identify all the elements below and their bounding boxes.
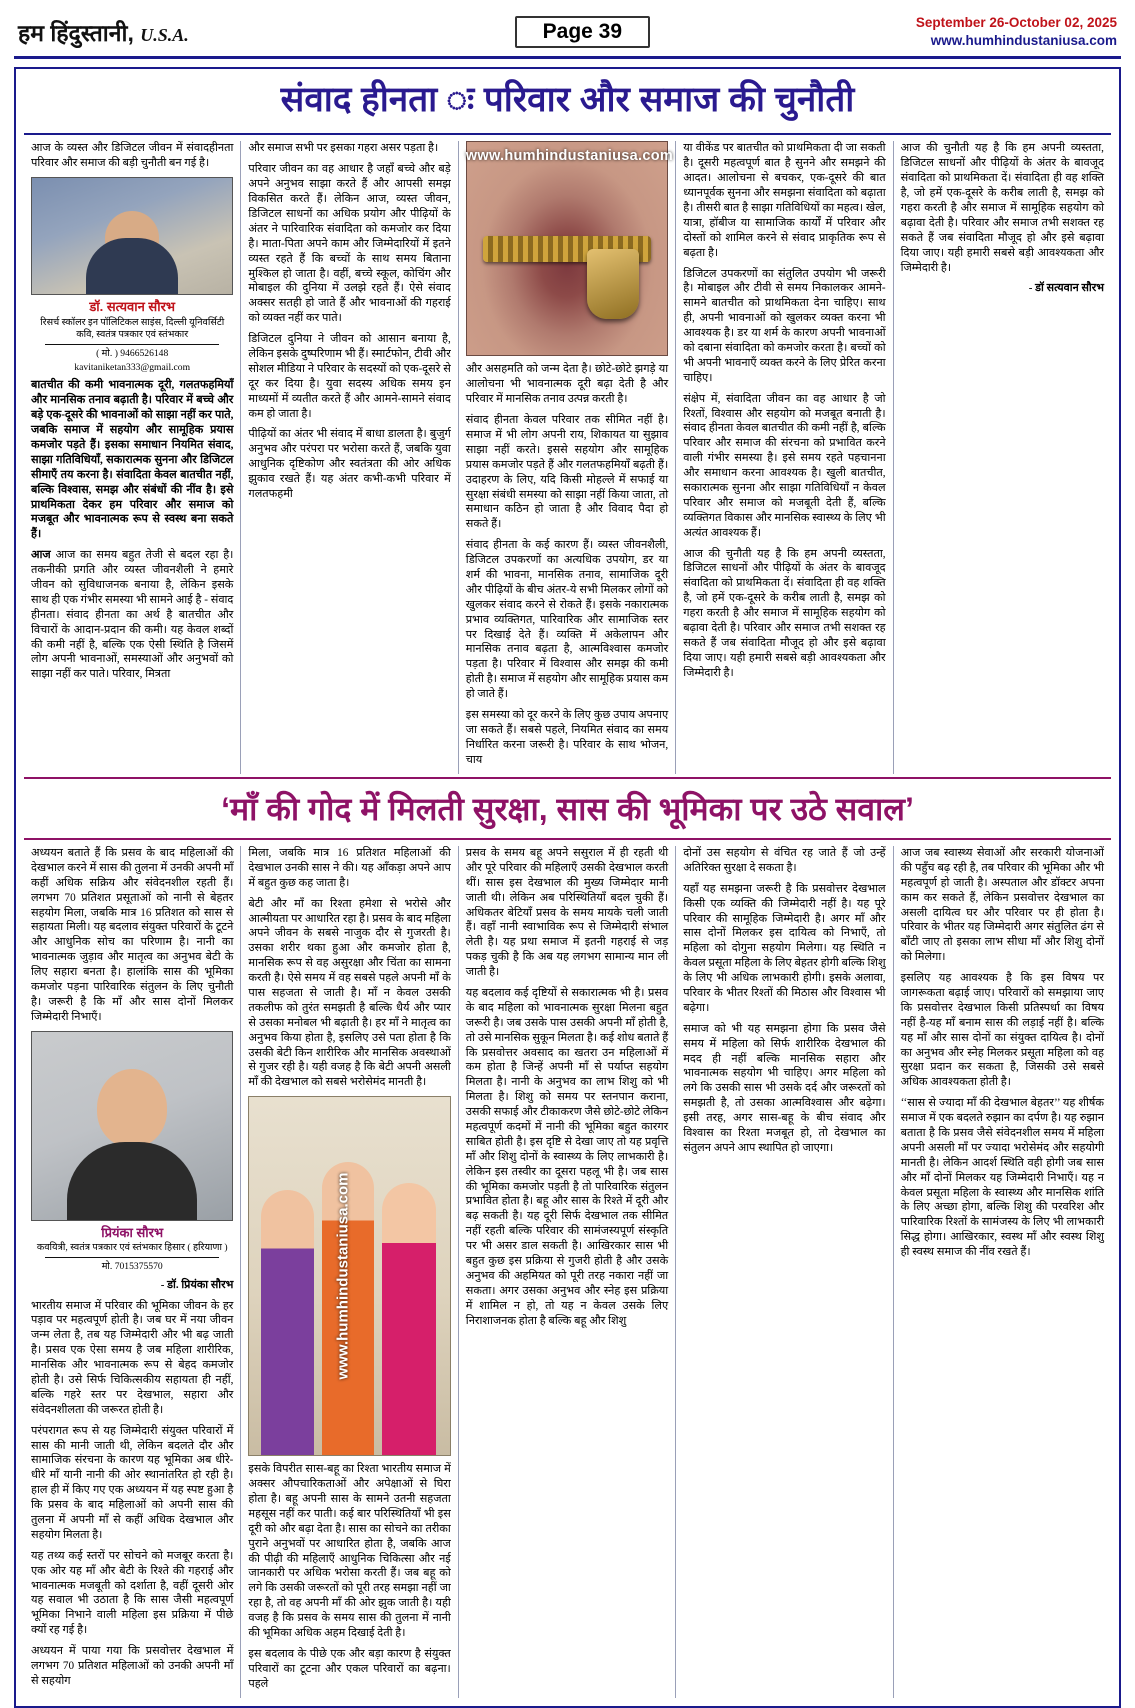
article1-c1-p2: आज आज का समय बहुत तेजी से बदल रहा है। तकनीकी प्रगति और व्यस्त जीवनशैली ने हमारे जीवन को सुविधाजनक बनाया है, लेकिन इसके साथ ही एक गंभीर समस्या भी सामने आई है - संवाद हीनता। संवाद हीनता का अर्थ है बातचीत और विचारों के आदान-प्रदान की कमी। यह केवल शब्दों की कमी नहीं है, बल्कि एक ऐसी स्थिति है जिसमें लोग अपनी भावनाओं, समस्याओं और अनुभवों को साझा नहीं कर पाते। परिवार, मित्रता xyxy=(31,549,234,681)
article1-column-1 xyxy=(24,141,241,773)
article2-c1-p2: परंपरागत रूप से यह जिम्मेदारी संयुक्त परिवारों में सास की मानी जाती थी, लेकिन बदलते दौर और सामाजिक संरचना के कारण यह भूमिका अब धीरे-धीरे माँ यानी नानी की ओर स्थानांतरित हो रही है। हाल ही में किए गए एक अध्ययन में यह स्पष्ट हुआ है कि प्रसव के बाद महिलाओं को अपनी सास की तुलना में अपनी माँ से कहीं अधिक देखभाल और सहयोग मिलता है। xyxy=(31,1424,234,1541)
article1-c4-p0: या वीकेंड पर बातचीत को प्राथमिकता दी जा सकती है। दूसरी महत्वपूर्ण बात है सुनने और समझने की आदत। आलोचना से बचकर, एक-दूसरे की बात ध्यानपूर्वक सुनना और समझना संवादिता को बढ़ाता है। तीसरी बात है साझा गतिविधियों का महत्व। खेल, यात्रा, हॉबीज या सामाजिक कार्यों में परिवार और दोस्तों को शामिल करने से संवाद प्राकृतिक रूप से बढ़ता है। xyxy=(683,142,886,259)
article1-column-3 xyxy=(459,141,676,773)
article1-column-2 xyxy=(241,141,458,773)
publication-title-usa: U.S.A. xyxy=(140,25,189,46)
article1-c1-p0: आज के व्यस्त और डिजिटल जीवन में संवादहीनता परिवार और समाज की बड़ी चुनौती बन गई है। xyxy=(31,142,234,170)
article1-c5-p0: आज की चुनौती यह है कि हम अपनी व्यस्तता, डिजिटल साधनों और पीढ़ियों के अंतर के बावजूद संवादिता को प्राथमिकता दें। संवादिता ही वह शक्ति है, जो हमें एक-दूसरे के करीब लाती है, समझ को गहरा करती है और समाज में सामूहिक सहयोग को बढ़ावा देती है। परिवार और समाज तभी सशक्त रह सकते हैं जब संवादिता मौजूद हो और इसे बढ़ावा दिया जाए। यही हमारी सबसे बड़ी आवश्यकता और जिम्मेदारी है। xyxy=(900,142,1104,274)
article2-c2-p3: इस बदलाव के पीछे एक और बड़ा कारण है संयुक्त परिवारों का टूटना और एकल परिवारों का बढ़ना। पहले xyxy=(248,1647,451,1690)
watermark-url: www.humhindustaniusa.com xyxy=(465,148,674,165)
article2-c1-p4: अध्ययन में पाया गया कि प्रसवोत्तर देखभाल में लगभग 70 प्रतिशत महिलाओं को उनकी अपनी माँ से सहयोग xyxy=(31,1645,234,1687)
article2-c5-p1: इसलिए यह आवश्यक है कि इस विषय पर जागरूकता बढ़ाई जाए। परिवारों को समझाया जाए कि प्रसवोत्तर देखभाल किसी प्रतिस्पर्धा का विषय नहीं है-यह माँ बनाम सास की लड़ाई नहीं है। बल्कि यह माँ और सास दोनों का संयुक्त दायित्व है। दोनों का अनुभव और स्नेह मिलकर प्रसूता महिला को वह सुरक्षा प्रदान कर सकता है, जिसकी उसे सबसे अधिक आवश्यकता होती है। xyxy=(900,972,1104,1089)
article1-columns xyxy=(24,141,1111,773)
article2-c4-p1: यहाँ यह समझना जरूरी है कि प्रसवोत्तर देखभाल किसी एक व्यक्ति की जिम्मेदारी नहीं है। यह पूरे परिवार की सामूहिक जिम्मेदारी है। अगर माँ और सास दोनों मिलकर इस दायित्व को निभाएँ, तो महिला को दोगुना सहयोग मिलेगा। यह स्थिति न केवल प्रसूता महिला के लिए बेहतर होगी बल्कि शिशु के लिए भी अधिक लाभकारी होगी। इसके अलावा, परिवार के भीतर रिश्तों की मिठास और विश्वास भी बढ़ेगा। xyxy=(683,882,886,1014)
article1-c3-p0: और असहमति को जन्म देता है। छोटे-छोटे झगड़े या आलोचना भी भावनात्मक दूरी बढ़ा देती है और परिवार में मानसिक तनाव उत्पन्न करती है। xyxy=(465,363,669,406)
article1-c2-p3: पीढ़ियों का अंतर भी संवाद में बाधा डालता है। बुजुर्ग अनुभव और परंपरा पर भरोसा करते हैं, जबकि युवा आधुनिक दृष्टिकोण और स्वतंत्रता की ओर अधिक झुकाव रखते हैं। यह अंतर कभी-कभी परिवार में गलतफहमी xyxy=(248,428,451,501)
article1-c3-p1: संवाद हीनता केवल परिवार तक सीमित नहीं है। समाज में भी लोग अपनी राय, शिकायत या सुझाव साझा नहीं करते। इससे सहयोग और सामूहिक प्रयास कमजोर पड़ते हैं और गलतफहमियाँ बढ़ती हैं। उदाहरण के लिए, यदि किसी मोहल्ले में सफाई या सुरक्षा संबंधी समस्या को साझा नहीं किया जाता, तो समाधान कठिन हो जाता है और विवाद पैदा हो सकते हैं। xyxy=(465,414,669,531)
cartoon-figure-left xyxy=(261,1190,313,1455)
author-block-priyanka xyxy=(31,1031,233,1274)
article2-column-5 xyxy=(894,846,1111,1698)
divider xyxy=(24,838,1111,840)
article1-c3-p3: इस समस्या को दूर करने के लिए कुछ उपाय अपनाए जा सकते हैं। सबसे पहले, नियमित संवाद का समय निर्धारित करना जरूरी है। परिवार के साथ भोजन, चाय xyxy=(465,709,669,766)
article2-c2-p0: मिला, जबकि मात्र 16 प्रतिशत महिलाओं की देखभाल उनकी सास ने की। यह आँकड़ा अपने आप में बहुत कुछ कह जाता है। xyxy=(248,846,451,889)
article2-c3-p1: यह बदलाव कई दृष्टियों से सकारात्मक भी है। प्रसव के बाद महिला को भावनात्मक सुरक्षा मिलना बहुत जरूरी है। जब उसके पास उसकी अपनी माँ होती है, तो उसे मानसिक सुकून मिलता है। कई शोध बताते हैं कि प्रसवोत्तर अवसाद का खतरा उन महिलाओं में कम होता है जिन्हें अपनी माँ से पर्याप्त सहयोग मिलता है। नानी के अनुभव का लाभ शिशु को भी मिलता है। शिशु को समय पर स्तनपान कराना, उसकी सफाई और टीकाकरण जैसे छोटे-छोटे लेकिन महत्वपूर्ण कदमों में नानी की भूमिका बहुत कारगर साबित होती है। इस दृष्टि से देखा जाए तो यह प्रवृत्ति माँ और शिशु दोनों के स्वास्थ्य के लिए लाभकारी है। लेकिन इस तस्वीर का दूसरा पहलू भी है। जब सास की भूमिका कमजोर पड़ती है तो पारिवारिक संतुलन प्रभावित होता है। बहू और सास के रिश्ते में दूरी और बढ़ सकती है। यह दूरी सिर्फ देखभाल तक सीमित नहीं रहती बल्कि परिवार की सामंजस्यपूर्ण संस्कृति पर भी असर डाल सकती है। आखिरकार सास भी बहुत कुछ इस प्रक्रिया से गुजरी होती है और उसके अनुभव की अहमियत को पूरी तरह नकारा नहीं जा सकता। अगर उसका अनुभव और स्नेह इस प्रक्रिया में शामिल न हो, तो यह न केवल उसके लिए निराशाजनक होता है बल्कि बहू और शिशु xyxy=(465,987,669,1327)
article1-c1-p1: बातचीत की कमी भावनात्मक दूरी, गलतफहमियाँ और मानसिक तनाव बढ़ाती है। परिवार में बच्चे और बड़े एक-दूसरे की भावनाओं को साझा नहीं कर पाते, जबकि समाज में सहयोग और सामूहिक प्रयास कमजोर पड़ते हैं। इसका समाधान नियमित संवाद, साझा गतिविधियाँ, सकारात्मक सुनना और डिजिटल सीमाएँ तय करना है। संवादिता केवल बातचीत नहीं, बल्कि विश्वास, समझ और संबंधों की नींव है। इसे प्राथमिकता देकर हम परिवार और समाज को मजबूत और भावनात्मक रूप से स्वस्थ बना सकते हैं। xyxy=(31,379,234,541)
article2-c3-p0: प्रसव के समय बहू अपने ससुराल में ही रहती थी और पूरे परिवार की महिलाएँ उसकी देखभाल करती थीं। सास इस देखभाल की मुख्य जिम्मेदार मानी जाती थी। लेकिन अब परिस्थितियाँ बदल चुकी हैं। अधिकतर बेटियाँ प्रसव के समय मायके चली जाती हैं। वहाँ नानी स्वाभाविक रूप से जिम्मेदारी संभाल लेती है। यह प्रथा समाज में इतनी गहराई से जड़ पकड़ चुकी है कि अब यह लगभग सामान्य मान ली जाती है। xyxy=(465,846,669,979)
article2-c5-p2: ‘‘सास से ज्यादा माँ की देखभाल बेहतर’’ यह शीर्षक समाज में एक बदलते रुझान का दर्पण है। यह रुझान बताता है कि प्रसव जैसे संवेदनशील समय में महिला अपनी असली माँ पर ज्यादा भरोसेमंद और सहयोगी मानती है। लेकिन आदर्श स्थिति वही होगी जब सास और माँ दोनों मिलकर यह जिम्मेदारी निभाएँ। यह न केवल प्रसूता महिला के स्वास्थ्य और मानसिक शांति के लिए अच्छा होगा, बल्कि शिशु की परवरिश और पारिवारिक रिश्तों के सामंजस्य के लिए भी लाभकारी सिद्ध होगा। आखिरकार, स्वस्थ माँ और स्वस्थ शिशु ही स्वस्थ समाज की नींव रखते हैं। xyxy=(900,1097,1104,1259)
article2-image-wrap xyxy=(248,1096,450,1456)
zipper-pull-icon xyxy=(587,249,639,319)
divider xyxy=(45,344,219,345)
article2-c4-p0: दोनों उस सहयोग से वंचित रह जाते हैं जो उन्हें अतिरिक्त सुरक्षा दे सकता है। xyxy=(683,846,886,874)
article1-c3-p2: संवाद हीनता के कई कारण हैं। व्यस्त जीवनशैली, डिजिटल उपकरणों का अत्यधिक उपयोग, डर या शर्म की भावना, मानसिक तनाव, सामाजिक दूरी और पीढ़ियों के बीच अंतर-ये सभी मिलकर लोगों को खुलकर संवाद करने से रोकते हैं। इसके नकारात्मक प्रभाव व्यक्तिगत, पारिवारिक और सामाजिक स्तर पर दिखाई देते हैं। व्यक्ति में अकेलापन और मानसिक तनाव बढ़ता है, आत्मविश्वास कमजोर पड़ता है। परिवार में विश्वास और समझ की कमी होती है। समाज में सहयोग और सामूहिक प्रयास कम हो जाते हैं। xyxy=(465,539,669,701)
article1-column-4 xyxy=(676,141,893,773)
article2-column-3 xyxy=(459,846,676,1698)
article1-headline: संवाद हीनता ः परिवार और समाज की चुनौती xyxy=(280,80,855,120)
article2-c1-p3: यह तथ्य कई स्तरों पर सोचने को मजबूर करता है। एक ओर यह माँ और बेटी के रिश्ते की गहराई और भावनात्मक मजबूती को दर्शाता है, वहीं दूसरी ओर यह सवाल भी उठाता है कि सास जैसी महत्वपूर्ण भूमिका निभाने वाली महिला इस प्रक्रिया में पीछे क्यों रह गई है। xyxy=(31,1549,234,1637)
article-sanvaad-heenta xyxy=(14,67,1121,1707)
divider xyxy=(24,777,1111,779)
page-number-badge: Page 39 xyxy=(515,16,650,48)
author-photo xyxy=(31,177,233,295)
author-credentials: कवयित्री, स्वतंत्र पत्रकार एवं स्तंभकार हिसार ( हरियाणा ) xyxy=(36,1241,228,1253)
divider xyxy=(24,133,1111,135)
masthead-info xyxy=(916,14,1117,50)
watermark-url: www.humhindustaniusa.com xyxy=(334,1172,352,1380)
article1-c2-p0: और समाज सभी पर इसका गहरा असर पड़ता है। xyxy=(248,142,439,155)
article2-c5-p0: आज जब स्वास्थ्य सेवाओं और सरकारी योजनाओं की पहुँच बढ़ रही है, तब परिवार की भूमिका और भी महत्वपूर्ण हो जाती है। अस्पताल और डॉक्टर अपना काम कर सकते हैं, लेकिन प्रसवोत्तर देखभाल का असली दायित्व घर और परिवार पर ही होता है। परिवार के भीतर यह जिम्मेदारी अगर संतुलित ढंग से बाँटी जाए तो इसका लाभ सीधा माँ और शिशु दोनों को मिलेगा। xyxy=(900,846,1104,964)
publication-title-hindi: हम हिंदुस्तानी, xyxy=(18,20,134,47)
article2-headline: ‘माँ की गोद में मिलती सुरक्षा, सास की भूमिका पर उठे सवाल’ xyxy=(221,790,914,827)
author-photo xyxy=(31,1031,233,1221)
article1-c4-p2: संक्षेप में, संवादिता जीवन का वह आधार है जो रिश्तों, विश्वास और सहयोग को मजबूत बनाती है। संवाद हीनता केवल बातचीत की कमी नहीं है, बल्कि परिवार और समाज की संरचना को प्रभावित करने वाली गंभीर समस्या है। इसे समय रहते पहचानना और समाधान करना आवश्यक है। खुली बातचीत, सकारात्मक सुनना और साझा गतिविधियाँ न केवल परिवार और समाज को मजबूती देती हैं, बल्कि व्यक्तिगत विकास और मानसिक स्वास्थ्य के लिए भी अत्यंत आवश्यक हैं। xyxy=(683,392,886,539)
author-email[interactable]: kavitaniketan333@gmail.com xyxy=(74,361,191,373)
article2-c2-p1: बेटी और माँ का रिश्ता हमेशा से भरोसे और आत्मीयता पर आधारित रहा है। प्रसव के बाद महिला अपने जीवन के सबसे नाजुक दौर से गुजरती है। उसका शरीर थका हुआ और कमजोर होता है, मानसिक रूप से वह असुरक्षा और चिंता का सामना करती है। ऐसे समय में वह सबसे पहले अपनी माँ के पास सहजता से जाती है। माँ न केवल उसकी तकलीफ को तुरंत समझती है बल्कि धैर्य और प्यार से उसका मनोबल भी बढ़ाती है। हर माँ ने मातृत्व का अनुभव किया होता है, इसलिए उसे पता होता है कि उसकी बेटी किन शारीरिक और मानसिक अवस्थाओं से गुजर रही है। यही वजह है कि बेटी अपनी असली माँ की देखभाल को सबसे भरोसेमंद मानती है। xyxy=(248,897,451,1089)
website-url[interactable]: www.humhindustaniusa.com xyxy=(930,33,1117,49)
article1-c4-p3: आज की चुनौती यह है कि हम अपनी व्यस्तता, डिजिटल साधनों और पीढ़ियों के अंतर के बावजूद संवादिता को प्राथमिकता दें। संवादिता ही वह शक्ति है, जो हमें एक-दूसरे के करीब लाती है, समझ को गहरा करती है और समाज में सामूहिक सहयोग को बढ़ावा देती है। परिवार और समाज तभी सशक्त रह सकते हैं जब संवादिता मौजूद हो और इसे बढ़ावा दिया जाए। यही हमारी सबसे बड़ी आवश्यकता और जिम्मेदारी है। xyxy=(683,547,886,679)
article1-column-5 xyxy=(894,141,1111,773)
article1-c2-p1: परिवार जीवन का वह आधार है जहाँ बच्चे और बड़े अपने अनुभव साझा करते हैं और आपसी समझ विकसित करते हैं। लेकिन आज, व्यस्त जीवन, डिजिटल साधनों का अधिक प्रयोग और पीढ़ियों के अंतर ने पारिवारिक संवादिता को कमजोर कर दिया है। माता-पिता अपने काम और जिम्मेदारियों में इतने व्यस्त रहते हैं कि बच्चों के साथ समय बिताना मुश्किल हो जाता है। वहीं, बच्चे स्कूल, कोचिंग और मोबाइल की दुनिया में उलझे रहते हैं। ऐसे संवाद अक्सर सतही हो जाते हैं और भावनाओं की गहराई को व्यक्त नहीं कर पाते। xyxy=(248,163,451,325)
author-credentials: रिसर्च स्कॉलर इन पॉलिटिकल साइंस, दिल्ली यूनिवर्सिटी कवि, स्वतंत्र पत्रकार एवं स्तंभकार xyxy=(40,316,225,340)
cartoon-figure-right xyxy=(382,1183,436,1455)
article1-c4-p1: डिजिटल उपकरणों का संतुलित उपयोग भी जरूरी है। मोबाइल और टीवी से समय निकालकर आमने-सामने बातचीत को प्राथमिकता देना चाहिए। साथ ही, अपनी भावनाओं को खुलकर व्यक्त करना भी आवश्यक है। डर या शर्म के कारण अपनी भावनाओं को दबाना संवादिता को कमजोर करता है। बच्चों को भी अपनी भावनाएँ व्यक्त करने के लिए प्रेरित करना चाहिए। xyxy=(683,267,886,384)
article2-c1-p0: अध्ययन बताते हैं कि प्रसव के बाद महिलाओं की देखभाल करने में सास की तुलना में उनकी अपनी माँ कहीं अधिक सक्रिय और संवेदनशील रहती हैं। लगभग 70 प्रतिशत प्रसूताओं को नानी से बेहतर सहयोग मिला, जबकि मात्र 16 प्रतिशत को सास से सहायता मिली। यह बदलाव संयुक्त परिवारों के टूटने और आधुनिक सोच का परिणाम है। नानी का भावनात्मक जुड़ाव और मातृत्व का अनुभव बेटी के लिए सहारा बनता है। हालांकि सास की भूमिका कमजोर पड़ना पारिवारिक संतुलन के लिए चुनौती है। जरूरी है कि माँ और सास दोनों मिलकर जिम्मेदारी निभाएँ। xyxy=(31,846,234,1023)
article1-image-wrap xyxy=(465,141,674,356)
article2-column-1 xyxy=(24,846,241,1698)
article2-byline: - डॉ. प्रियंका सौरभ xyxy=(160,1278,234,1291)
author-name: प्रियंका सौरभ xyxy=(101,1224,164,1240)
article2-column-4 xyxy=(676,846,893,1698)
article2-columns xyxy=(24,846,1111,1698)
article1-c1-p2-text: आज का समय बहुत तेजी से बदल रहा है। तकनीकी प्रगति और व्यस्त जीवनशैली ने हमारे जीवन को सुविधाजनक बनाया है, लेकिन इसके साथ ही एक गंभीर समस्या भी सामने आई है - संवाद हीनता। संवाद हीनता का अर्थ है बातचीत और विचारों के आदान-प्रदान की कमी। यह केवल शब्दों की कमी नहीं है, बल्कि एक ऐसी स्थिति है जिसमें लोग अपनी भावनाओं, समस्याओं और अनुभवों को साझा नहीं कर पाते। परिवार, मित्रता xyxy=(31,549,234,681)
publication-title xyxy=(18,16,189,48)
author-block-satyawan xyxy=(31,177,233,374)
article2-column-2 xyxy=(241,846,458,1698)
article1-byline: - डॉ सत्यवान सौरभ xyxy=(1028,282,1104,295)
article2-c2-p2: इसके विपरीत सास-बहू का रिश्ता भारतीय समाज में अक्सर औपचारिकताओं और अपेक्षाओं से घिरा होता है। बहू अपनी सास के सामने उतनी सहजता महसूस नहीं कर पाती। कई बार परिस्थितियाँ भी इस दूरी को और बढ़ा देता है। सास का सोचने का तरीका पुराने अनुभवों पर आधारित होता है, जबकि आज की पीढ़ी की महिलाएँ आधुनिक चिकित्सा और नई जानकारी पर अधिक भरोसा करती हैं। जब बहू को लगे कि उसकी जरूरतों को पूरी तरह समझा नहीं जा रहा है, तो वह अपनी माँ की ओर झुक जाती है। यही वजह है कि प्रसव के समय सास की तुलना में नानी की भूमिका अधिक अहम दिखाई देती है। xyxy=(248,1463,451,1640)
author-phone: मो. 7015375570 xyxy=(101,1261,163,1273)
author-phone: ( मो. ) 9466526148 xyxy=(96,348,169,360)
divider xyxy=(45,1257,219,1258)
article2-c1-p1: भारतीय समाज में परिवार की भूमिका जीवन के हर पड़ाव पर महत्वपूर्ण होती है। जब घर में नया जीवन जन्म लेता है, तब यह जिम्मेदारी और भी बढ़ जाती है। प्रसव एक ऐसा समय है जब महिला शारीरिक, मानसिक और भावनात्मक रूप से बेहद कमजोर होती है। उसे सिर्फ चिकित्सकीय सहायता ही नहीं, बल्कि गहरे स्तर पर देखभाल, सहारा और संवेदनशीलता की जरूरत होती है। xyxy=(31,1299,234,1416)
article2-c4-p2: समाज को भी यह समझना होगा कि प्रसव जैसे समय में महिला को सिर्फ शारीरिक देखभाल की मदद ही नहीं बल्कि मानसिक सहारा और भावनात्मक सहयोग भी चाहिए। अगर महिला को लगे कि उसकी सास भी उसके दर्द और जरूरतों को समझती है, तो उसका आत्मविश्वास और बढ़ेगा। इसी तरह, अगर सास-बहू के बीच संवाद और विश्वास का रिश्ता मजबूत हो, तो देखभाल का संतुलन अपने आप स्थापित हो जाएगा। xyxy=(683,1022,886,1154)
zipped-lips-photo xyxy=(465,141,674,356)
issue-date: September 26-October 02, 2025 xyxy=(915,15,1117,30)
author-name: डॉ. सत्यवान सौरभ xyxy=(89,299,176,315)
masthead xyxy=(14,10,1121,59)
article1-c2-p2: डिजिटल दुनिया ने जीवन को आसान बनाया है, लेकिन इसके दुष्परिणाम भी हैं। स्मार्टफोन, टीवी और सोशल मीडिया ने परिवार के सदस्यों को एक-दूसरे से दूर कर दिया है। युवा सदस्य अधिक समय इन माध्यमों में व्यतीत करते हैं और आमने-सामने संवाद कम हो जाता है। xyxy=(248,333,451,420)
